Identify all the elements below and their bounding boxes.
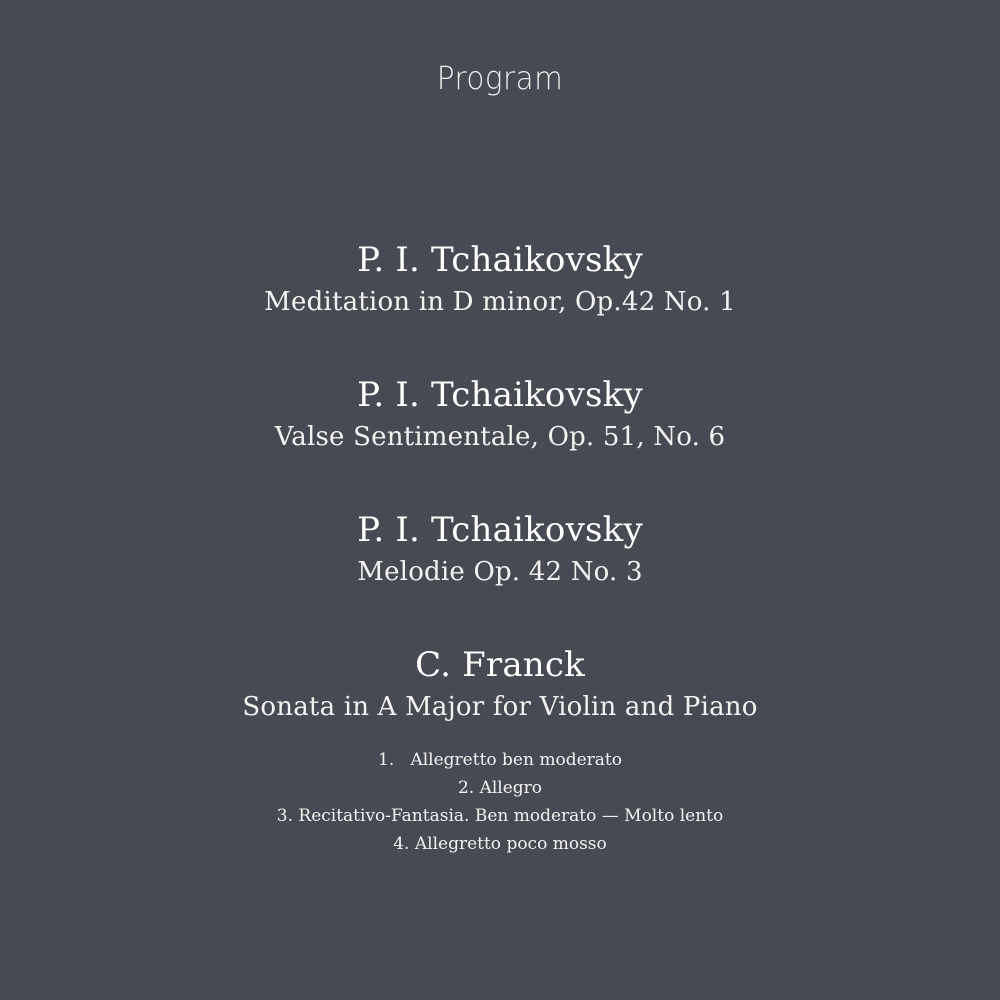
- movement-list: [0, 746, 1000, 858]
- composer-name: P. I. Tchaikovsky: [357, 510, 643, 550]
- program-entry-4: [0, 643, 1000, 727]
- program-entry-3: [0, 508, 1000, 592]
- composer-name: C. Franck: [415, 645, 585, 685]
- composer-name: P. I. Tchaikovsky: [357, 375, 643, 415]
- work-title: Valse Sentimentale, Op. 51, No. 6: [274, 422, 726, 452]
- movement-item: 4. Allegretto poco mosso: [393, 834, 607, 854]
- program-heading: Program: [436, 59, 564, 97]
- movement-item: 3. Recitativo-Fantasia. Ben moderato — Molto lento: [276, 806, 724, 826]
- composer-name: P. I. Tchaikovsky: [357, 240, 643, 280]
- movement-item: 2. Allegro: [457, 778, 543, 798]
- work-title: Melodie Op. 42 No. 3: [357, 557, 643, 587]
- program-entry-2: [0, 373, 1000, 457]
- movement-item: 1. Allegretto ben moderato: [378, 750, 622, 770]
- work-title: Sonata in A Major for Violin and Piano: [242, 692, 758, 722]
- work-title: Meditation in D minor, Op.42 No. 1: [264, 287, 736, 317]
- program-entry-1: [0, 238, 1000, 322]
